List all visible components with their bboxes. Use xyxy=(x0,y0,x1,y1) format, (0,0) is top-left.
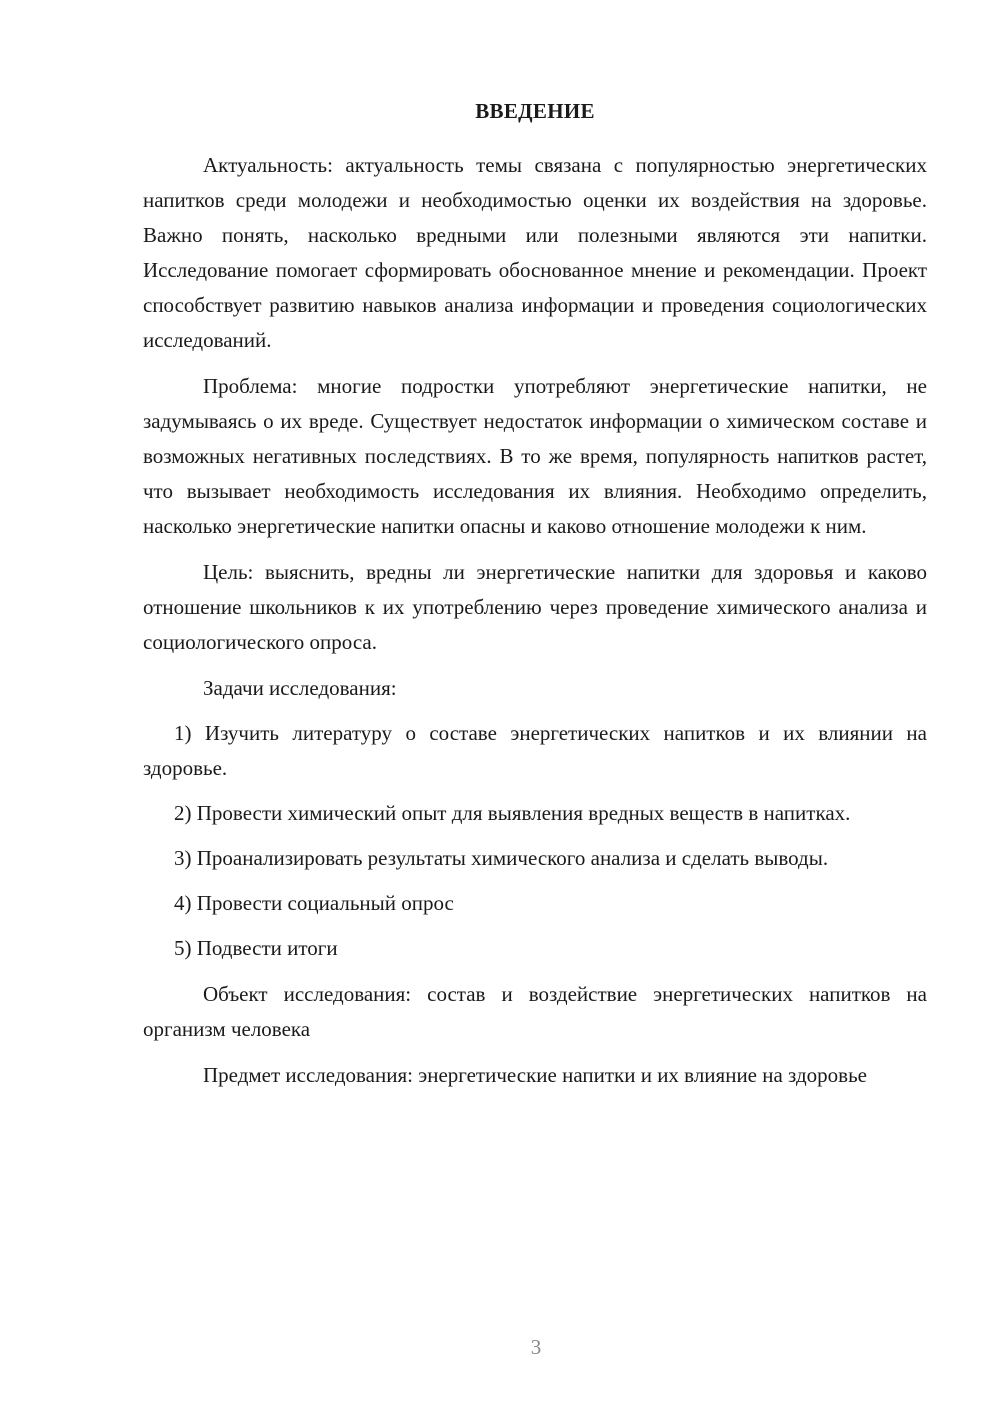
tasks-heading: Задачи исследования: xyxy=(203,676,397,700)
problem-paragraph: Проблема: многие подростки употребляют энергетические напитки, не задумываясь о их вреде. Существует недостаток информации о химическом составе и возможных негативных последствиях. В то же время, популярность напитков растет, что вызывает необходимость исследования их влияния. Необходимо определить, насколько энергетические напитки опасны и каково отношение молодежи к ним. xyxy=(143,374,927,538)
relevance-paragraph: Актуальность: актуальность темы связана с популярностью энергетических напитков среди молодежи и необходимостью оценки их воздействия на здоровье. Важно понять, насколько вредными или полезными являются эти напитки. Исследование помогает сформировать обоснованное мнение и рекомендации. Проект способствует развитию навыков анализа информации и проведения социологических исследований. xyxy=(143,153,927,352)
page-content xyxy=(143,94,927,1093)
section-title: ВВЕДЕНИЕ xyxy=(475,99,595,123)
goal-paragraph: Цель: выяснить, вредны ли энергетические напитки для здоровья и каково отношение школьников к их употреблению через проведение химического анализа и социологического опроса. xyxy=(143,560,927,654)
object-paragraph: Объект исследования: состав и воздействие энергетических напитков на организм человека xyxy=(143,982,927,1041)
tasks-list xyxy=(143,716,927,966)
task-item: 3) Проанализировать результаты химического анализа и сделать выводы. xyxy=(174,846,829,870)
task-item: 5) Подвести итоги xyxy=(174,936,338,960)
page-number: 3 xyxy=(530,1335,542,1359)
subject-paragraph: Предмет исследования: энергетические напитки и их влияние на здоровье xyxy=(203,1063,867,1087)
task-item: 1) Изучить литературу о составе энергетических напитков и их влиянии на здоровье. xyxy=(143,721,927,780)
task-item: 4) Провести социальный опрос xyxy=(174,891,454,915)
task-item: 2) Провести химический опыт для выявления вредных веществ в напитках. xyxy=(174,801,851,825)
